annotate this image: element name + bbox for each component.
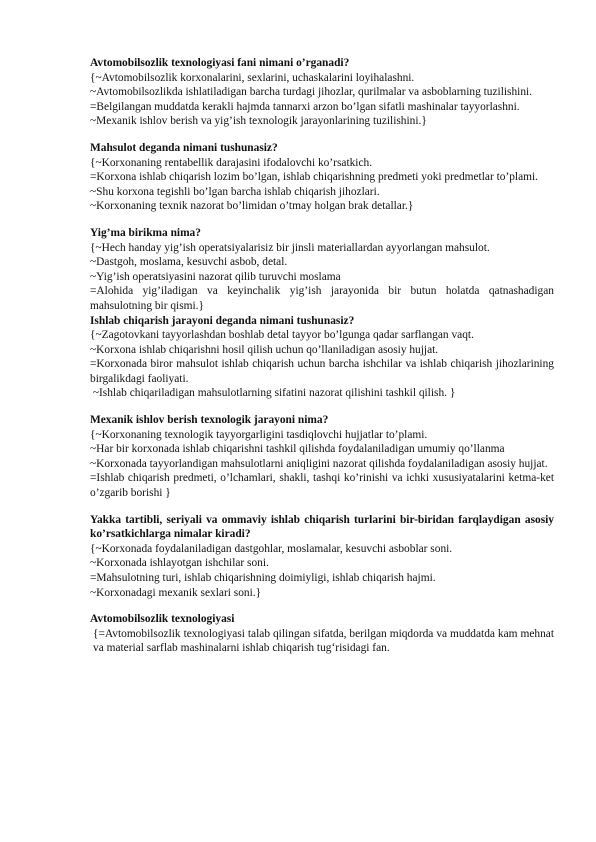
answer-option: ~Ishlab chiqariladigan mahsulotlarning sifatini nazorat qilishini tashkil qilish. } [90, 387, 456, 400]
question-title: Mexanik ishlov berish texnologik jarayoni nima? [90, 414, 329, 427]
answer-option: {~Korxonaning texnologik tayyorgarligini tasdiqlovchi hujjatlar to’plami. [90, 428, 428, 441]
answer-option: {~Korxonaning rentabellik darajasini ifodalovchi ko’rsatkich. [90, 156, 373, 169]
question-title: Yig’ma birikma nima? [90, 226, 201, 239]
question-block [90, 226, 554, 314]
question-title: Mahsulot deganda nimani tushunasiz? [90, 141, 278, 154]
question-block [90, 513, 554, 601]
answer-option: ~Korxonada tayyorlandigan mahsulotlarni aniqligini nazorat qilishda foydalaniladigan asosiy hujjat. [90, 457, 548, 470]
answer-option: =Korxonada biror mahsulot ishlab chiqarish uchun barcha ishchilar va ishlab chiqarish jihozlarining birgalikdagi faoliyati. [90, 358, 554, 385]
answer-option: {~Avtomobilsozlik korxonalarini, sexlarini, uchaskalarini loyihalashni. [90, 71, 415, 84]
answer-option: =Belgilangan muddatda kerakli hajmda tannarxi arzon bo’lgan sifatli mashinalar tayyorlashni. [90, 100, 520, 113]
answer-option: =Korxona ishlab chiqarish lozim bo’lgan, ishlab chiqarishning predmeti yoki predmetlar to’plami. [90, 171, 539, 184]
answer-option: ~Korxonada ishlayotgan ishchilar soni. [90, 557, 269, 570]
document-page [90, 56, 554, 668]
answer-option: ~Har bir korxonada ishlab chiqarishni tashkil qilishda foydalaniladigan umumiy qo’llanma [90, 443, 505, 456]
question-title: Avtomobilsozlik texnologiyasi [90, 613, 235, 626]
question-block [90, 141, 554, 214]
answer-option: ~Yig’ish operatsiyasini nazorat qilib turuvchi moslama [90, 270, 341, 283]
question-title: Ishlab chiqarish jarayoni deganda nimani tushunasiz? [90, 314, 355, 327]
answer-option: ~Mexanik ishlov berish va yig’ish texnologik jarayonlarining tuzilishini.} [90, 115, 427, 128]
answer-option: ~Avtomobilsozlikda ishlatiladigan barcha turdagi jihozlar, qurilmalar va asboblarning tuzilishini. [90, 86, 533, 99]
question-block [90, 56, 554, 129]
question-block [90, 612, 554, 656]
answer-option: ~Korxonaning texnik nazorat bo’limidan o’tmay holgan brak detallar.} [90, 200, 414, 213]
answer-option: ~Korxona ishlab chiqarishni hosil qilish uchun qo’llaniladigan asosiy hujjat. [90, 343, 439, 356]
question-title: Avtomobilsozlik texnologiyasi fani nimani o’rganadi? [90, 57, 350, 69]
answer-option: =Ishlab chiqarish predmeti, o’lchamlari, shakli, tashqi ko’rinishi va ichki xususiyatalarini ketma-ket o’zgarib borishi } [90, 472, 554, 500]
question-title: Yakka tartibli, seriyali va ommaviy ishlab chiqarish turlarini bir-biridan farqlaydigan asosiy ko’rsatkichlarga nimalar kiradi? [90, 513, 554, 541]
answer-option: {~Zagotovkani tayyorlashdan boshlab detal tayyor bo’lgunga qadar sarflangan vaqt. [90, 329, 474, 342]
question-block [90, 413, 554, 501]
answer-option: {~Hech handay yig’ish operatsiyalarisiz bir jinsli materiallardan ayyorlangan mahsulot. [90, 241, 490, 254]
question-block [90, 314, 554, 402]
answer-option: =Alohida yig’iladigan va keyinchalik yig’ish jarayonida bir butun holatda qatnashadigan mahsulotning bir qismi.} [90, 285, 554, 312]
answer-option: ~Shu korxona tegishli bo’lgan barcha ishlab chiqarish jihozlari. [90, 185, 380, 198]
answer-option: ~Dastgoh, moslama, kesuvchi asbob, detal. [90, 256, 288, 269]
answer-option: =Mahsulotning turi, ishlab chiqarishning doimiyligi, ishlab chiqarish hajmi. [90, 572, 436, 584]
answer-option: ~Korxonadagi mexanik sexlari soni.} [90, 586, 262, 599]
answer-option: {~Korxonada foydalaniladigan dastgohlar, moslamalar, kesuvchi asboblar soni. [90, 542, 453, 555]
answer-option: {=Avtomobilsozlik texnologiyasi talab qilingan sifatda, berilgan miqdorda va muddatda kam mehnat va material sarflab mashinalarni ishlab chiqarish tug‘risidagi fan. [93, 627, 554, 655]
